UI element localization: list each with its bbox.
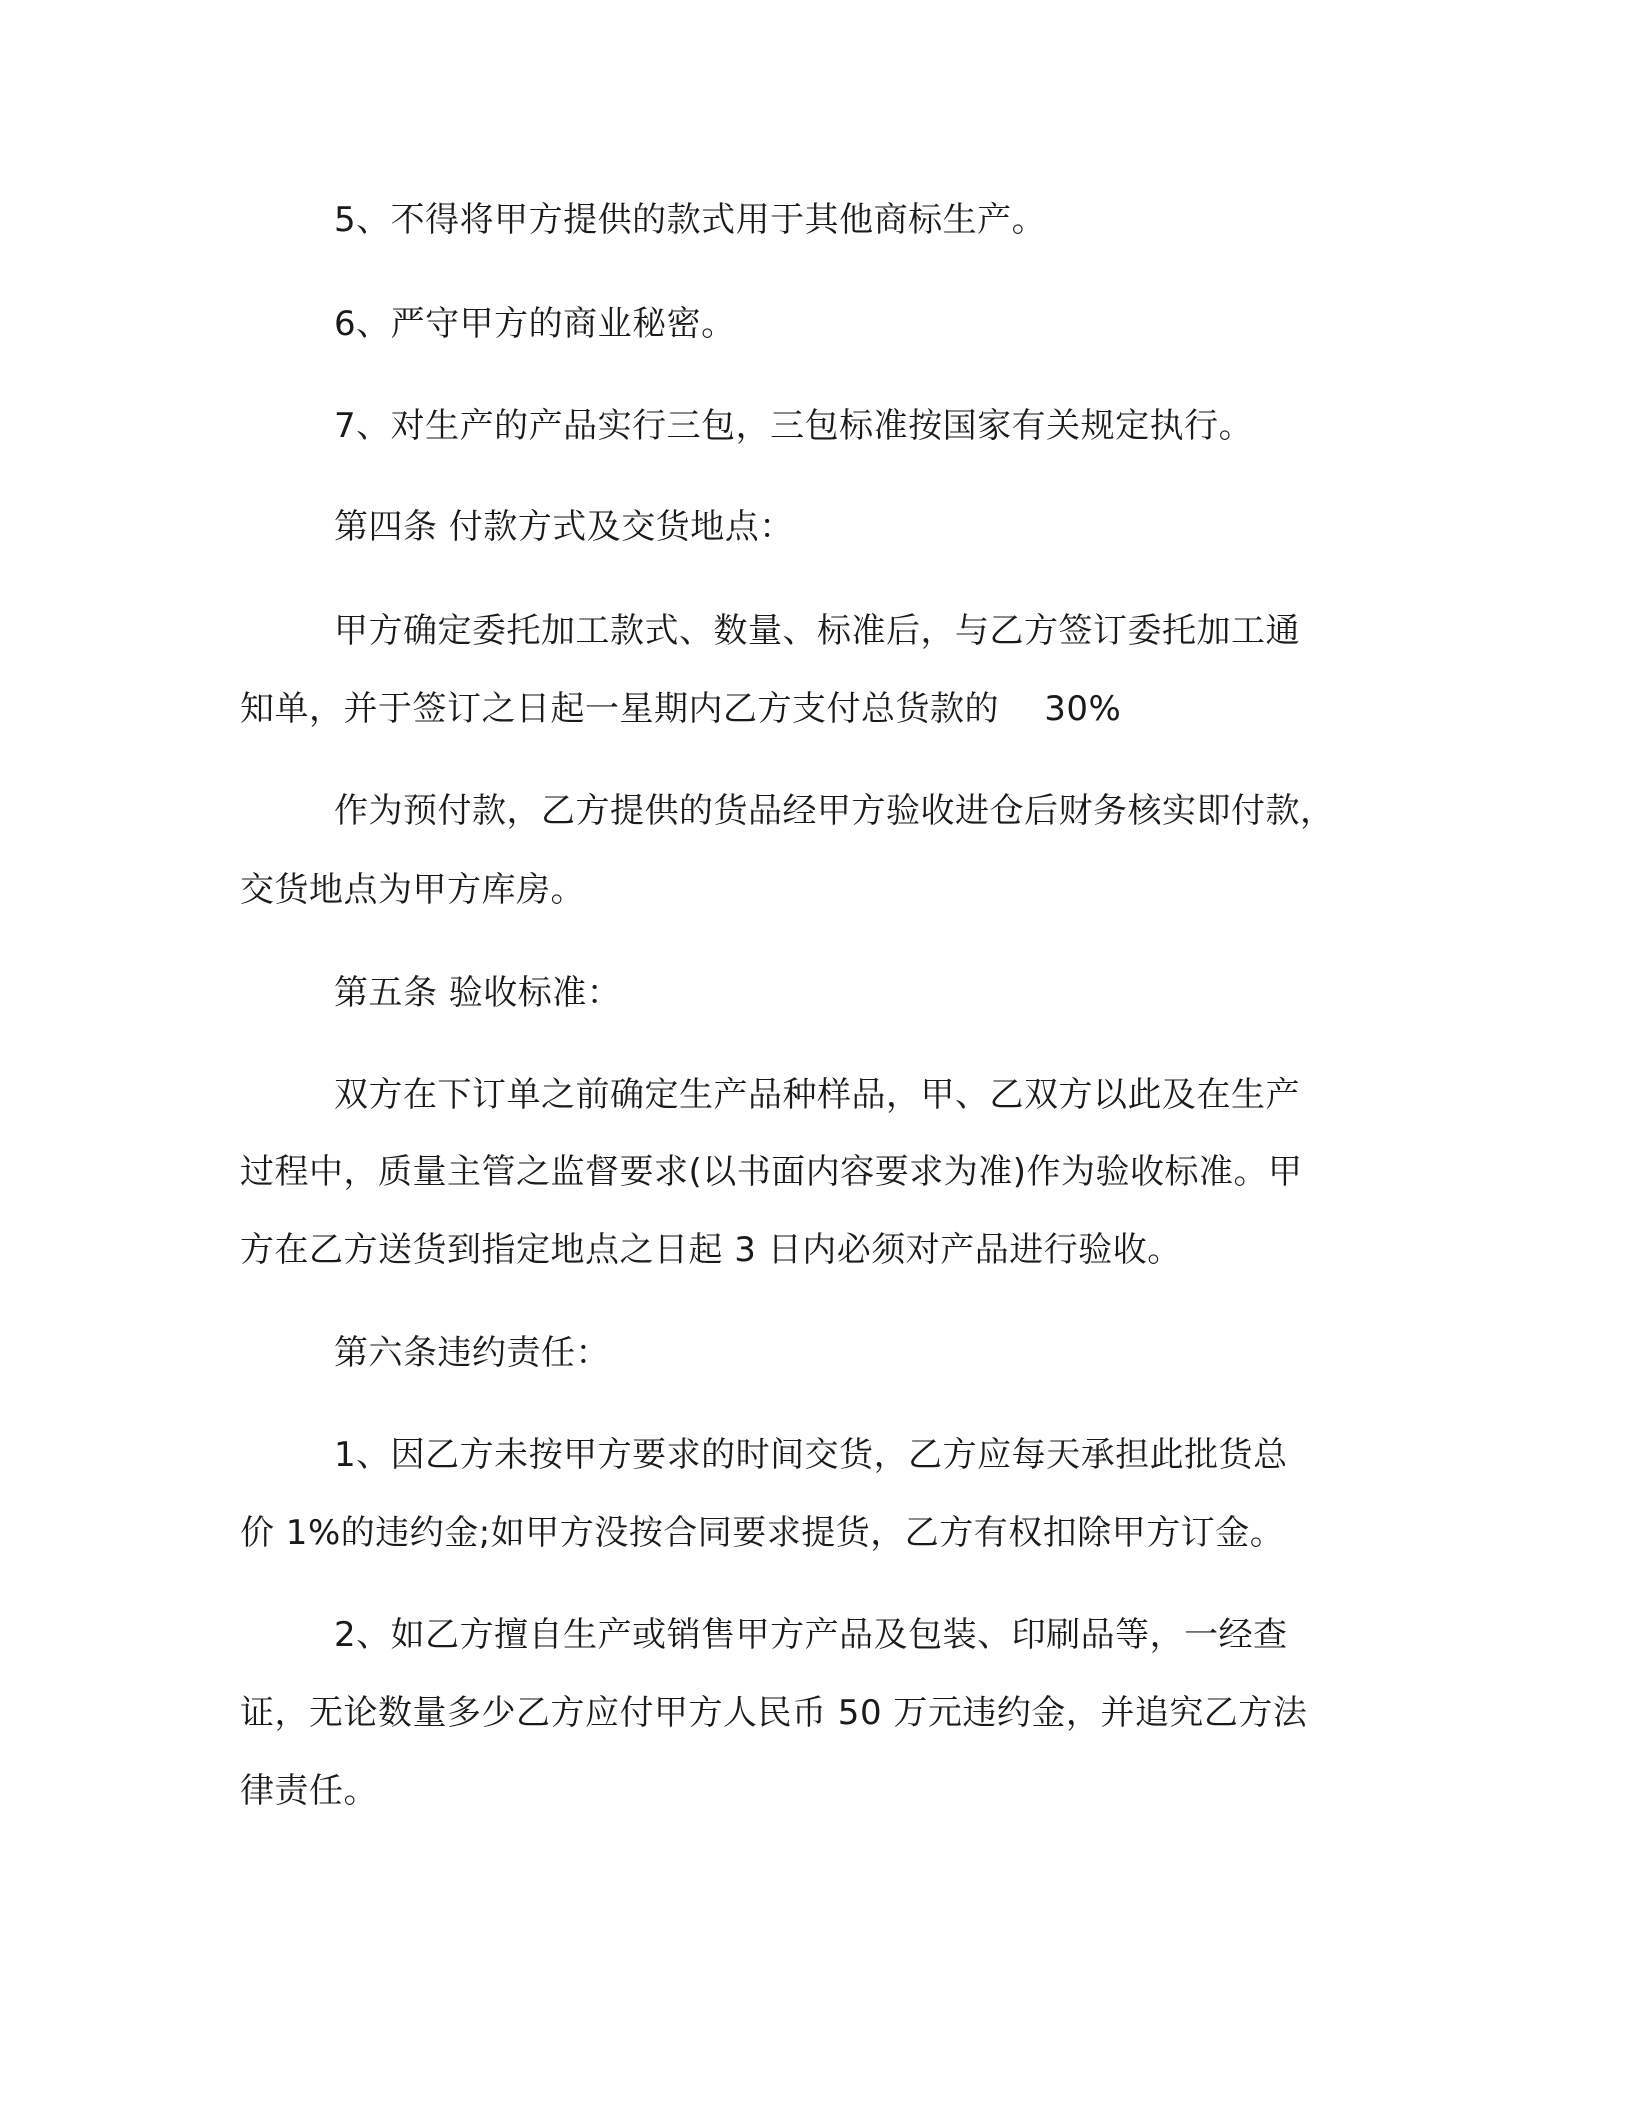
article-6-item-1-line-1: 1、因乙方未按甲方要求的时间交货，乙方应每天承担此批货总 [334, 1435, 1288, 1475]
clause-5-line: 5、不得将甲方提供的款式用于其他商标生产。 [334, 200, 1047, 240]
article-4-paragraph-line-1: 甲方确定委托加工款式、数量、标准后，与乙方签订委托加工通 [334, 611, 1300, 651]
article-5-paragraph-line-1: 双方在下订单之前确定生产品种样品，甲、乙双方以此及在生产 [334, 1075, 1300, 1115]
article-6-item-2-line-3: 律责任。 [240, 1771, 378, 1811]
article-6-item-1-line-2: 价 1%的违约金;如甲方没按合同要求提货，乙方有权扣除甲方订金。 [240, 1513, 1285, 1553]
article-5-paragraph-line-2: 过程中，质量主管之监督要求(以书面内容要求为准)作为验收标准。甲 [240, 1152, 1303, 1192]
clause-6-line: 6、严守甲方的商业秘密。 [334, 304, 736, 344]
article-4-paragraph-2-line-2: 交货地点为甲方库房。 [240, 870, 585, 910]
article-5-heading: 第五条 验收标准： [334, 973, 622, 1013]
clause-7-line: 7、对生产的产品实行三包，三包标准按国家有关规定执行。 [334, 406, 1254, 446]
article-6-item-2-line-2: 证，无论数量多少乙方应付甲方人民币 50 万元违约金，并追究乙方法 [240, 1693, 1308, 1733]
article-6-heading: 第六条违约责任： [334, 1333, 610, 1373]
article-5-paragraph-line-3: 方在乙方送货到指定地点之日起 3 日内必须对产品进行验收。 [240, 1230, 1182, 1270]
article-4-heading: 第四条 付款方式及交货地点： [334, 507, 794, 547]
article-6-item-2-line-1: 2、如乙方擅自生产或销售甲方产品及包装、印刷品等，一经查 [334, 1615, 1288, 1655]
article-4-paragraph-line-2: 知单，并于签订之日起一星期内乙方支付总货款的 30% [240, 689, 1122, 729]
article-4-paragraph-2-line-1: 作为预付款，乙方提供的货品经甲方验收进仓后财务核实即付款， [334, 791, 1335, 831]
